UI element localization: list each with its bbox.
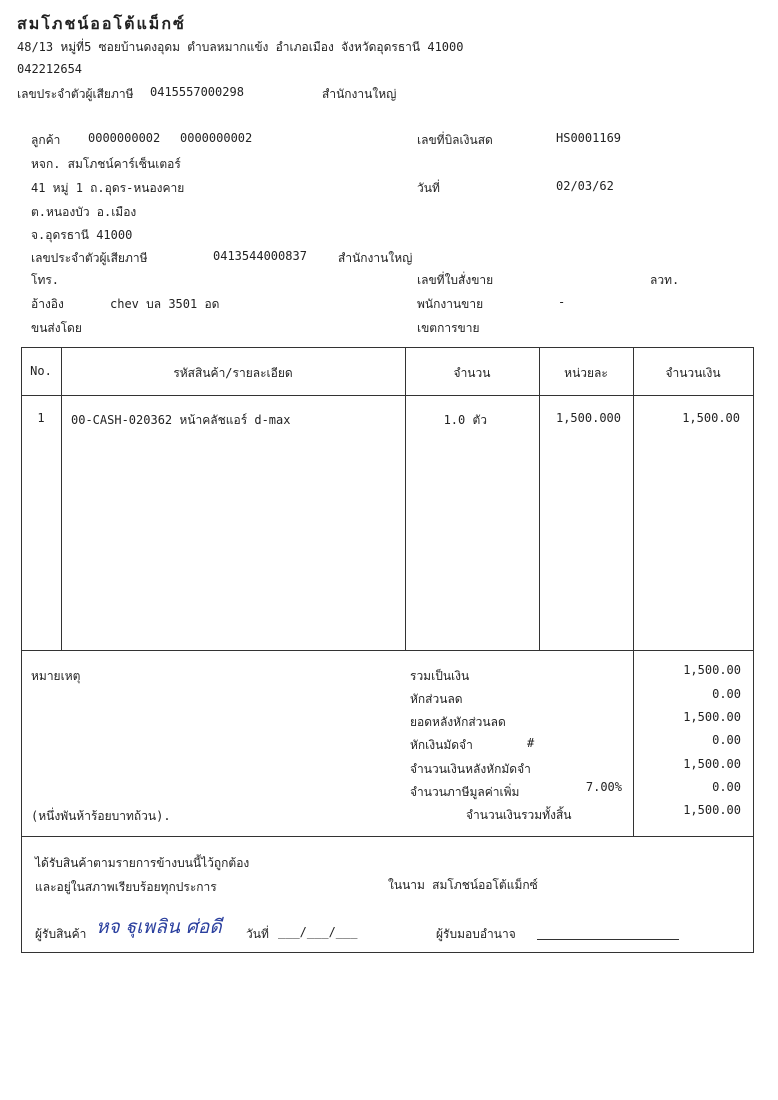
customer-branch: สำนักงานใหญ่	[338, 251, 413, 265]
bill-no-value: HS0001169	[556, 131, 622, 145]
remark-label: หมายเหตุ	[31, 669, 81, 683]
company-tax-id: 0415557000298	[150, 85, 244, 99]
received-statement-2: และอยู่ในสภาพเรียบร้อยทุกประการ	[35, 880, 217, 894]
grand-total-label: จำนวนเงินรวมทั้งสิ้น	[466, 808, 572, 822]
vat-value: 0.00	[712, 780, 741, 794]
customer-code-1: 0000000002	[88, 131, 161, 145]
reference-label: อ้างอิง	[31, 297, 64, 311]
bill-date-value: 02/03/62	[556, 179, 614, 193]
col-divider-desc	[405, 347, 406, 650]
receive-date-blank: ___/___/___	[278, 925, 358, 939]
row-amount: 1,500.00	[682, 411, 740, 425]
subtotal-label: รวมเป็นเงิน	[410, 669, 470, 683]
header-no: No.	[30, 364, 52, 378]
receiver-label: ผู้รับสินค้า	[35, 927, 87, 941]
sales-order-label: เลขที่ใบสั่งขาย	[417, 273, 494, 287]
header-unit-price: หน่วยละ	[564, 366, 608, 380]
vat-label: จำนวนภาษีมูลค่าเพิ่ม	[410, 785, 520, 799]
receiver-signature: หจ ฐุเพลิน ศ่อดี	[96, 916, 222, 938]
shipping-label: ขนส่งโดย	[31, 321, 82, 335]
authorized-label: ผู้รับมอบอำนาจ	[436, 927, 516, 941]
after-deposit-label: จำนวนเงินหลังหักมัดจำ	[410, 762, 531, 776]
customer-name: หจก. สมโภชน์คาร์เซ็นเตอร์	[31, 157, 181, 171]
company-branch: สำนักงานใหญ่	[322, 87, 397, 101]
header-description: รหัสสินค้า/รายละเอียด	[173, 366, 293, 380]
customer-label: ลูกค้า	[31, 133, 61, 147]
reference-value: chev บล 3501 อด	[110, 297, 220, 311]
vat-rate: 7.00%	[585, 780, 622, 794]
customer-phone-label: โทร.	[31, 273, 60, 287]
col-divider-no	[61, 347, 62, 650]
authorized-signature-line	[537, 939, 679, 940]
company-address: 48/13 หมู่ที่5 ซอยบ้านดงอุดม ตำบลหมากแข้ง อำเภอเมือง จังหวัดอุดรธานี 41000	[17, 40, 464, 54]
row-unit-price: 1,500.000	[555, 411, 621, 425]
header-amount: จำนวนเงิน	[665, 366, 721, 380]
bill-no-label: เลขที่บิลเงินสด	[417, 133, 493, 147]
company-name: สมโภชน์ออโต้แม็กซ์	[17, 14, 186, 33]
after-discount-label: ยอดหลังหักส่วนลด	[410, 715, 506, 729]
company-phone: 042212654	[17, 62, 83, 76]
header-quantity: จำนวน	[453, 366, 491, 380]
row-quantity: 1.0 ตัว	[443, 413, 487, 427]
sales-area-label: เขตการขาย	[417, 321, 480, 335]
receive-date-label: วันที่	[246, 927, 269, 941]
salesperson-label: พนักงานขาย	[417, 297, 484, 311]
discount-label: หักส่วนลด	[410, 692, 463, 706]
customer-tax-label: เลขประจำตัวผู้เสียภาษี	[31, 251, 148, 265]
col-divider-qty	[539, 347, 540, 650]
grand-total-value: 1,500.00	[683, 803, 741, 817]
row-no: 1	[37, 411, 45, 425]
table-header-divider	[21, 395, 753, 396]
deposit-label: หักเงินมัดจำ	[410, 738, 473, 752]
salesperson-value: -	[558, 295, 566, 309]
summary-bottom-divider	[21, 836, 753, 837]
company-tax-label: เลขประจำตัวผู้เสียภาษี	[17, 87, 134, 101]
deposit-value: 0.00	[712, 733, 741, 747]
on-behalf-of: ในนาม สมโภชน์ออโต้แม็กซ์	[388, 878, 538, 892]
subtotal-value: 1,500.00	[683, 663, 741, 677]
bill-date-label: วันที่	[417, 181, 440, 195]
discount-value: 0.00	[712, 687, 741, 701]
table-bottom-divider	[21, 650, 753, 651]
after-discount-value: 1,500.00	[683, 710, 741, 724]
col-divider-unit	[633, 347, 634, 650]
sales-order-value: ลวท.	[650, 273, 680, 287]
customer-tax-id: 0413544000837	[213, 249, 307, 263]
received-statement-1: ได้รับสินค้าตามรายการข้างบนนี้ไว้ถูกต้อง	[35, 856, 250, 870]
customer-address-2: ต.หนองบัว อ.เมือง	[31, 205, 137, 219]
after-deposit-value: 1,500.00	[683, 757, 741, 771]
amount-in-words: (หนึ่งพันห้าร้อยบาทถ้วน).	[31, 809, 171, 823]
deposit-mark: #	[527, 736, 535, 750]
customer-address-3: จ.อุดรธานี 41000	[31, 228, 133, 242]
customer-code-2: 0000000002	[180, 131, 253, 145]
row-description: 00-CASH-020362 หน้าคลัชแอร์ d-max	[71, 413, 291, 427]
customer-address-1: 41 หมู่ 1 ถ.อุดร-หนองคาย	[31, 181, 185, 195]
